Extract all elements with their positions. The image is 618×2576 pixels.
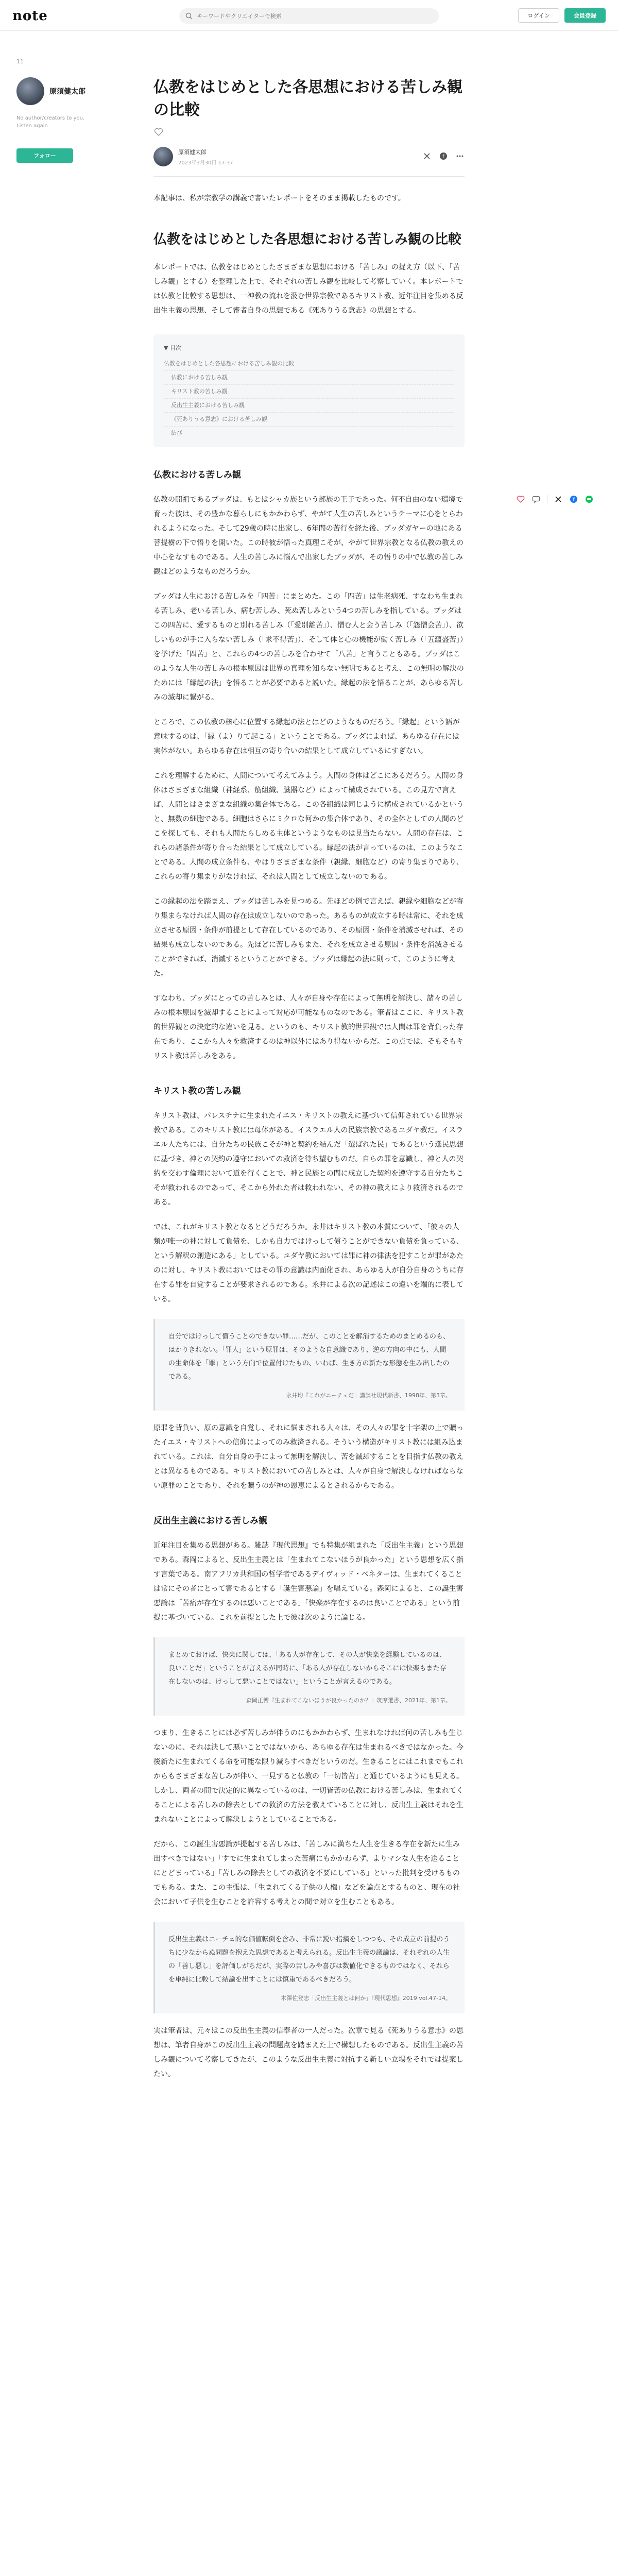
quote-source: 森岡正博『生まれてこないほうが良かったのか？』筑摩選書、2021年、第1章。 [246,1697,451,1704]
quote-source: 永井均『これがニーチェだ』講談社現代新書、1998年、第3章。 [286,1392,451,1399]
quote-text: まとめておけば、快楽に関しては、「ある人が存在して、その人が快楽を経験しているのは、良いことだ」ということが言えるが同時に、「ある人が存在しないからそこには快楽もまた存在しないのは、けっして悪いことではない」ということが言えるのである。 [168,1651,447,1686]
follow-label: フォロー [33,152,56,159]
toc-item[interactable]: キリスト教の苦しみ観 [164,385,454,399]
body-paragraph: これを理解するために、人間について考えてみよう。人間の身体はどこにあるだろう。人間の身体はさまざまな組織（神経系、筋組織、臓器など）によって構成されている。この見方で言えば、人間とはさまざまな組織の集合体である。この各組織は同じように構成されているかというと、無数の細胞である。細胞はさらにミクロな何かの集合体であり、その全体としての人間のどこを探しても、それも人間たらしめる主体というようなものは見当たらない。人間の存在は、これらの諸条件が寄り合った結果として成立している。縁起の法が言っているのは、このようなことである。人間の成立条件も、やはりさまざまな条件（親縁、細胞など）の寄り集まりであり、これらの寄り集まりがなければ、それは人間として成立しないのである。 [153,772,464,881]
heading-buddhism: 仏教における苦しみ観 [153,470,241,480]
facebook-share-icon[interactable] [569,495,578,504]
article-title: 仏教をはじめとした各思想における苦しみ観の比較 [153,78,462,119]
svg-text:f: f [573,497,575,503]
divider [153,176,465,177]
heart-icon[interactable] [153,127,164,137]
toc-item[interactable]: 仏教における苦しみ観 [164,371,454,385]
lead-paragraph: 本記事は、私が宗教学の講義で書いたレポートをそのまま掲載したものです。 [153,194,405,202]
signup-button[interactable]: 会員登録 [564,8,606,23]
x-share-icon[interactable] [554,495,563,504]
body-paragraph: 原罪を背負い、原の意識を自覚し、それに悩まされる人々は、その人々の罪を十字架の上で贖ったイエス・キリストへの信仰によってのみ救済される。そういう構造がキリスト教には組み込まれている。これは、自分自身の手によって無明を解決し、苦を滅却することを目指す仏教の教えとは異なるものである。キリスト教においての苦しみとは、人々が自身で解決しなければならない原罪のことであり、それを贖うのが神の恩恵によるとされるからである。 [153,1424,464,1490]
body-paragraph: キリスト教は、パレスチナに生まれたイエス・キリストの教えに基づいて信仰されている世界宗教である。このキリスト教には母体がある。イスラエル人の民族宗教であるユダヤ教だ。イスラエル人たちには、自分たちの民族こそが神と契約を結んだ「選ばれた民」であるという選民思想に基づき、神との契約の遵守においての救済を待ち望むものだ。自らの罪を意識し、神と人の契約を交わす倫理において道を行くことで、神と民族との間に成立した契約を遵守する自分たちこそが救われるのであって、そこから外れた者は救われない、その神の教えにより救済されるのである。 [153,1112,464,1207]
search-input[interactable] [197,13,413,20]
search-bar[interactable] [179,8,439,24]
body-paragraph: 実は筆者は、元々はこの反出生主義の信奉者の一人だった。次章で見る《死ありうる意志》の思想は、筆者自身がこの反出生主義の問題点を踏まえた上で構想したものである。反出生主義の苦しみ観について考察してきたが、このような反出生主義に対抗する新しい立場をそれでは提案したい。 [153,2027,464,2078]
body-paragraph: ブッダは人生における苦しみを「四苦」にまとめた。この「四苦」は生老病死、すなわち生まれる苦しみ、老いる苦しみ、病む苦しみ、死ぬ苦しみという4つの苦しみを指している。ブッダはこの四苦に、愛するものと別れる苦しみ（「愛別離苦」）、憎む人と会う苦しみ（「怨憎会苦」）、欲しいものが手に入らない苦しみ（「求不得苦」）、そして体と心の機能が働く苦しみ（「五蘊盛苦」）を挙げた「四苦」と、これらの4つの苦しみを合わせて「八苦」と言うこともある。ブッダはこのような人生の苦しみの根本原因は世界の真理を知らない無明であると考え、この無明の解決のためには「縁起の法」を悟ることが必要であると説いた。縁起の法を悟ることが、あらゆる苦しみの滅却に繋がる。 [153,592,464,702]
share-icons [422,151,465,161]
x-share-icon[interactable] [422,151,432,161]
avatar[interactable] [16,77,44,105]
article [153,76,465,2081]
quote-source: 木澤佐登志「反出生主義とは何か」『現代思想』2019 vol.47-14。 [281,1995,451,2002]
toc-item[interactable]: 《死ありうる意志》における苦しみ観 [164,413,454,427]
site-header [0,0,618,31]
avatar[interactable] [153,147,173,166]
toc-item[interactable]: 反出生主義における苦しみ観 [164,399,454,413]
body-paragraph: だから、この誕生害悪論が提起する苦しみは、「苦しみに満ちた人生を生きる存在を新たに生み出すべきではない」「すでに生まれてしまった苦痛にもかかわらず、よりマシな人生を送ることにとどまっている」「苦しみの除去としての救済を不要にしている」といった批判を受けるものでもある。また、この主張は、「生まれてくる子供の人権」などを論点とするものと、現在の社会において子供を生むことを許容する考えとの間で対立を生むこともある。 [153,1840,460,1906]
body-paragraph: 仏教の開祖であるブッダは、もとはシャカ族という部族の王子であった。何不自由のない環境で育った彼は、その豊かな暮らしにもかかわらず、やがて人生の苦しみというテーマに心をとらわれるようになった。そして29歳の時に出家し、6年間の苦行を経た後、ブッダガヤーの地にある菩提樹の下で悟りを開いた。この時彼が悟った真理こそが、やがて世界宗教となる仏教の教えの中心をなすものである。人生の苦しみに悩んで出家したブッダが、その悟りの中で仏教の苦しみ観はどのようなものだろうか。 [153,496,464,576]
more-icon[interactable] [455,151,465,161]
quote-text: 反出生主義はニーチェ的な価値転倒を含み、非常に鋭い指摘をしつつも、その成立の前提のうちに少なからぬ問題を抱えた思想であると考えられる。反出生主義の議論は、それぞれの人生の「善し悪し」を評価しがちだが、実際の苦しみや喜びは数値化できるものではなく、それらを単純に比較して結論を出すことには慎重であるべきだろう。 [168,1936,450,1984]
blockquote [153,1319,465,1411]
line-share-icon[interactable] [585,495,594,504]
site-logo[interactable]: note [12,8,48,24]
quote-text: 自分ではけっして償うことのできない罪……だが、このことを解消するためのまとめるのも、はかりきれない。「罪人」という原罪は、そのような自意識であり、逆の方向の中にも、人間の生命体を「罪」という方向で位置付けたもの、いわば、生き方の新たな形態を生み出したのである。 [168,1333,450,1381]
section-heading: 仏教をはじめとした各思想における苦しみ観の比較 [153,232,462,247]
follow-button[interactable] [16,148,73,163]
author-bio: No author/creators to you. Listen again [16,115,85,129]
body-paragraph: つまり、生きることには必ず苦しみが伴うのにもかかわらず、生まれなければ何の苦しみも生じないのに、それは決して悪いことではないから、あらゆる存在は生まれるべきではなかった。今後新たに生まれてくる命を可能な限り減らすべきだというのだ。生きることにはこれまでもこれからもさまざまな苦しみが伴い、一見すると仏教の「一切皆苦」と通じているようにも見える。しかし、両者の間で決定的に異なっているのは、一切皆苦の仏教における苦しみは、生まれてくることによる苦しみの除去としての救済の方法を教えていることに対し、反出生主義はそれを生まれないことによって解決しようとしていることである。 [153,1729,464,1824]
comment-icon[interactable] [531,495,541,504]
table-of-contents [153,334,465,447]
intro-paragraph: 本レポートでは、仏教をはじめとしたさまざまな思想における「苦しみ」の捉え方（以下、「苦しみ観」とする）を整理した上で、それぞれの苦しみ観を比較して考察していく。本レポートでは仏教と比較する思想は、一神教の流れを汲む世界宗教であるキリスト教、近年注目を集める反出生主義の思想、そして審者自身の思想である《死ありうる意志》の思想とする。 [153,263,464,315]
byline-date: 2023年3月30日 17:37 [178,160,233,166]
blockquote [153,1637,465,1716]
heading-antinatalism: 反出生主義における苦しみ観 [153,1516,267,1526]
body-paragraph: この縁起の法を踏まえ、ブッダは苦しみを見つめる。先ほどの例で言えば、親縁や細胞などが寄り集まらなければ人間の存在は成立しないのであった。あるものが成立する時は常に、それを成立させる原因・条件が前提として存在しているのであり、その原因・条件を消滅させれば、その結果も成立しないのである。先ほどに苦しみもまた、それを成立させる原因・条件を消滅させることができれば、消滅するということができる。ブッダは縁起の法に則って、このように考えた。 [153,897,464,978]
author-name[interactable]: 原須健太郎 [49,88,85,96]
toc-heading[interactable]: ▼ 目次 [164,345,181,351]
login-button[interactable]: ログイン [518,8,559,23]
heart-icon[interactable] [516,495,525,504]
heading-christianity: キリスト教の苦しみ観 [153,1086,241,1096]
byline-author[interactable]: 原須健太郎 [178,148,207,156]
body-paragraph: ところで、この仏教の核心に位置する縁起の法とはどのようなものだろう。「縁起」という語が意味するのは、「縁（よ）りて起こる」ということである。ブッダによれば、あらゆる存在には実体がない。あらゆる存在は相互の寄り合いの結果として成立しているにすぎない。 [153,718,460,755]
facebook-share-icon[interactable] [439,151,448,161]
byline [153,145,465,168]
floating-share-bar [516,495,594,504]
like-row [153,127,465,138]
search-icon [185,12,193,20]
toc-item[interactable]: 仏教をはじめとした各思想における苦しみ観の比較 [164,357,454,371]
body-paragraph: では、これがキリスト教となるとどうだろうか。永井はキリスト教の本質について、「彼々の人類が唯一の神に対して負債を、しかも自力ではけっして償うことができない負債を負っている、という解釈の創造にある」としている。ユダヤ教においては罪に神の律法を犯すことが罪があたのに対し、キリスト教においてはその罪の意識は内面化され、あらゆる人が自分自身のうちに存在する罪を自覚することが要求されるのである。永井による次の記述はこの違いを端的に表している。 [153,1223,464,1303]
body-paragraph: 近年注目を集める思想がある。雑誌『現代思想』でも特集が組まれた「反出生主義」という思想である。森岡によると、反出生主義とは「生まれてこないほうが良かった」という思想を広く指す言葉である。南アフリカ共和国の哲学者であるデイヴィッド・ベネターは、生まれてくることは常にその者にとって害であるとする「誕生害悪論」を唱えている。森岡によると、この誕生害悪論は「苦痛が存在するのは悪いことである」「快楽が存在するのは良いことである」という前提に基づいている。これを前提とした上で彼は次のように論じる。 [153,1541,464,1622]
body-paragraph: すなわち、ブッダにとっての苦しみとは、人々が自身や存在によって無明を解決し、諸々の苦しみの根本原因を滅却することによって対応が可能なものなのである。筆者はここに、キリスト教的世界観との決定的な違いを見る。というのも、キリスト教的世界観では人間は罪を背負った存在であり、ここから人々を救済するのは神以外にはあり得ないからだ。この点では、そもそもキリスト教は苦しみをある。 [153,994,464,1060]
like-count: 11 [16,58,24,65]
sidebar-author[interactable] [16,77,85,105]
blockquote [153,1922,465,2013]
svg-text:f: f [442,154,444,160]
toc-item[interactable]: 結び [171,430,182,436]
